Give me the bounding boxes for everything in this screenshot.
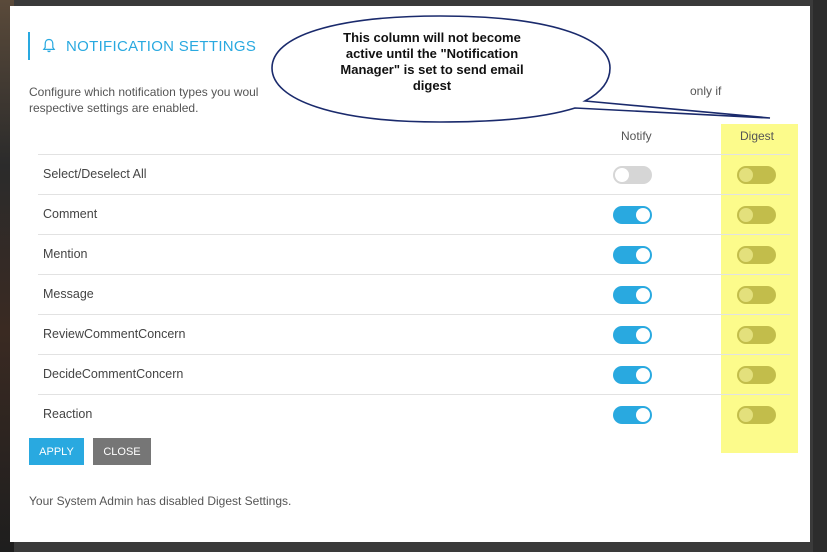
- row-label: ReviewCommentConcern: [43, 327, 186, 341]
- notify-column-header: Notify: [621, 129, 652, 143]
- callout-line: digest: [412, 78, 452, 93]
- modal-title: NOTIFICATION SETTINGS: [66, 37, 257, 55]
- description-line-2: respective settings are enabled.: [29, 101, 199, 115]
- apply-button[interactable]: APPLY: [29, 438, 84, 465]
- callout-line: Manager" is set to send email: [340, 62, 524, 77]
- row-label: Message: [43, 287, 94, 301]
- row-label: DecideCommentConcern: [43, 367, 184, 381]
- description-line-1-tail: only if: [690, 84, 722, 98]
- digest-disabled-notice: Your System Admin has disabled Digest Settings.: [29, 494, 292, 508]
- row-label: Reaction: [43, 407, 93, 421]
- callout-line: active until the "Notification: [345, 46, 519, 61]
- row-label: Mention: [43, 247, 88, 261]
- description-line-1: Configure which notification types you woul: [29, 85, 259, 99]
- digest-column-header: Digest: [740, 129, 775, 143]
- row-label: Comment: [43, 207, 98, 221]
- row-label: Select/Deselect All: [43, 167, 147, 181]
- callout-text: [312, 30, 552, 94]
- callout-line: This column will not become: [343, 30, 521, 45]
- close-button[interactable]: CLOSE: [93, 438, 151, 465]
